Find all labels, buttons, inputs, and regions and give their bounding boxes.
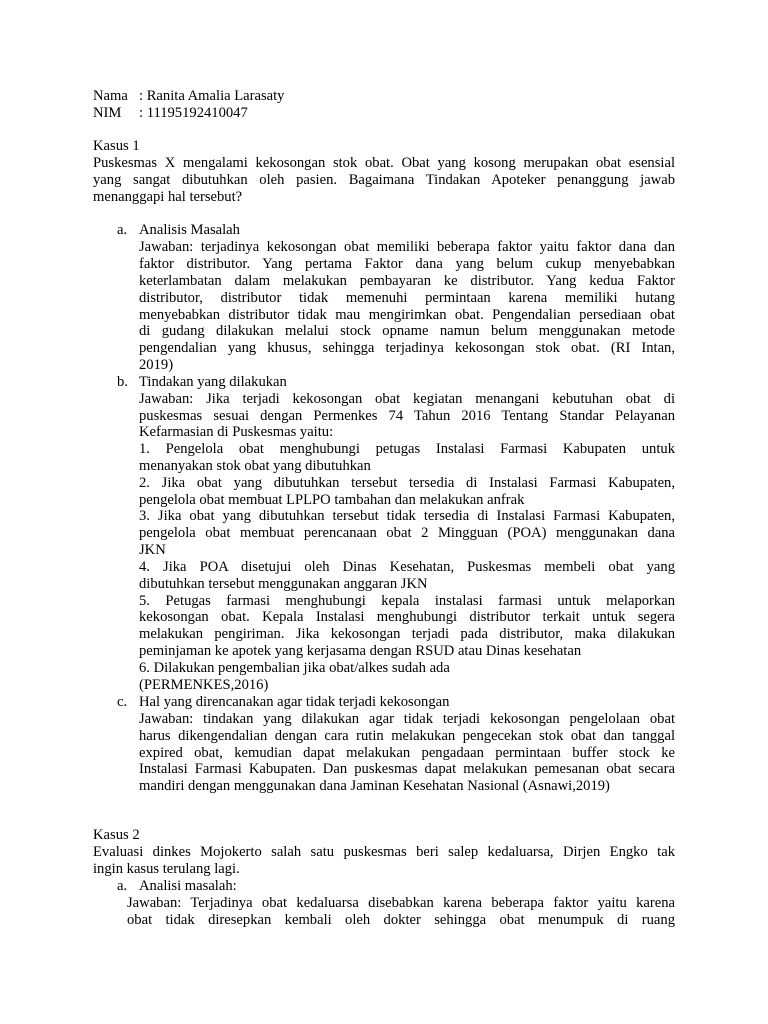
answer-line: Jawaban: terjadinya kekosongan obat memiliki beberapa faktor yaitu faktor dana dan — [139, 239, 675, 255]
answer-line: Jawaban: Terjadinya obat kedaluarsa disebabkan karena beberapa faktor yaitu karena — [127, 895, 675, 911]
answer-line: distributor, distributor tidak memenuhi permintaan karena memiliki hutang — [139, 290, 675, 306]
name-value: : Ranita Amalia Larasaty — [139, 88, 285, 104]
kasus1-title: Kasus 1 — [93, 138, 140, 154]
kasus2-question-line: Evaluasi dinkes Mojokerto salah satu puskesmas beri salep kedaluarsa, Dirjen Engko tak — [93, 844, 675, 860]
answer-line: 4. Jika POA disetujui oleh Dinas Kesehatan, Puskesmas membeli obat yang — [139, 559, 675, 575]
kasus2-question-line: ingin kasus terulang lagi. — [93, 861, 240, 877]
name-row — [93, 88, 284, 105]
answer-line: obat tidak diresepkan kembali oleh dokter sehingga obat menumpuk di ruang — [127, 912, 675, 928]
answer-line: dibutuhkan tersebut menggunakan anggaran JKN — [139, 576, 428, 592]
answer-line: keterlambatan dalam melakukan pembayaran ke distributor. Yang kedua Faktor — [139, 273, 675, 289]
answer-line: harus dikengendalian dengan cara rutin melakukan pengecekan stok obat dan tanggal — [139, 728, 675, 744]
answer-line: mandiri dengan menggunakan dana Jaminan Kesehatan Nasional (Asnawi,2019) — [139, 778, 610, 794]
answer-line: Jawaban: Jika terjadi kekosongan obat kegiatan menangani kebutuhan obat di — [139, 391, 675, 407]
answer-line: pengendalian yang khusus, sehingga terjadinya kekosongan stok obat. (RI Intan, — [139, 340, 675, 356]
answer-line: Kefarmasian di Puskesmas yaitu: — [139, 424, 334, 440]
answer-line: menyebabkan distributor tidak mau mengirimkan obat. Pengendalian persediaan obat — [139, 307, 675, 323]
answer-line: peminjaman ke apotek yang kerjasama dengan RSUD atau Dinas kesehatan — [139, 643, 582, 659]
answer-line: pengelola obat membuat LPLPO tambahan dan melakukan anfrak — [139, 492, 525, 508]
answer-line: 6. Dilakukan pengembalian jika obat/alkes sudah ada — [139, 660, 450, 676]
answer-line: pengelola obat membuat perencanaan obat 2 Mingguan (POA) menggunakan dana — [139, 525, 675, 541]
answer-line: puskesmas sesuai dengan Permenkes 74 Tahun 2016 Tentang Standar Pelayanan — [139, 408, 675, 424]
answer-line: Jawaban: tindakan yang dilakukan agar tidak terjadi kekosongan pengelolaan obat — [139, 711, 675, 727]
list-marker-a: a. — [117, 878, 128, 894]
list-marker-c: c. — [117, 694, 128, 710]
answer-line: faktor distributor. Yang pertama Faktor dana yang belum cukup menyebabkan — [139, 256, 675, 272]
kasus1-question-line: yang sangat dibutuhkan oleh pasien. Bagaimana Tindakan Apoteker penanggung jawab — [93, 172, 675, 188]
list-marker-b: b. — [117, 374, 128, 390]
answer-line: Instalasi Farmasi Kabupaten. Dan puskesmas dapat melakukan pemesanan obat secara — [139, 761, 675, 777]
nim-label: NIM — [93, 105, 122, 121]
kasus1-question-line: menanggapi hal tersebut? — [93, 189, 243, 205]
section-heading: Tindakan yang dilakukan — [139, 374, 287, 390]
answer-line: 2. Jika obat yang dibutuhkan tersebut tersedia di Instalasi Farmasi Kabupaten, — [139, 475, 675, 491]
answer-line: 3. Jika obat yang dibutuhkan tersebut tidak tersedia di Instalasi Farmasi Kabupaten, — [139, 508, 675, 524]
answer-line: (PERMENKES,2016) — [139, 677, 269, 693]
answer-line: 1. Pengelola obat menghubungi petugas Instalasi Farmasi Kabupaten untuk — [139, 441, 675, 457]
kasus2-title: Kasus 2 — [93, 827, 140, 843]
nim-row — [93, 105, 248, 122]
answer-line: menanyakan stok obat yang dibutuhkan — [139, 458, 371, 474]
answer-line: 2019) — [139, 357, 174, 373]
answer-line: melakukan pengiriman. Jika kekosongan terjadi pada distributor, maka dilakukan — [139, 626, 675, 642]
answer-line: kekosongan obat. Kepala Instalasi menghubungi distributor terkait untuk segera — [139, 609, 675, 625]
section-heading: Hal yang direncanakan agar tidak terjadi kekosongan — [139, 694, 450, 710]
nim-value: : 11195192410047 — [139, 105, 248, 121]
name-label: Nama — [93, 88, 128, 104]
section-heading: Analisis Masalah — [139, 222, 240, 238]
answer-line: JKN — [139, 542, 166, 558]
answer-line: 5. Petugas farmasi menghubungi kepala instalasi farmasi untuk melaporkan — [139, 593, 675, 609]
list-marker-a: a. — [117, 222, 128, 238]
section-heading: Analisi masalah: — [139, 878, 237, 894]
kasus1-question-line: Puskesmas X mengalami kekosongan stok obat. Obat yang kosong merupakan obat esensial — [93, 155, 675, 171]
answer-line: di gudang dilakukan melalui stock opname namun belum menggunakan metode — [139, 323, 675, 339]
answer-line: expired obat, kemudian dapat melakukan pengadaan permintaan buffer stock ke — [139, 745, 675, 761]
